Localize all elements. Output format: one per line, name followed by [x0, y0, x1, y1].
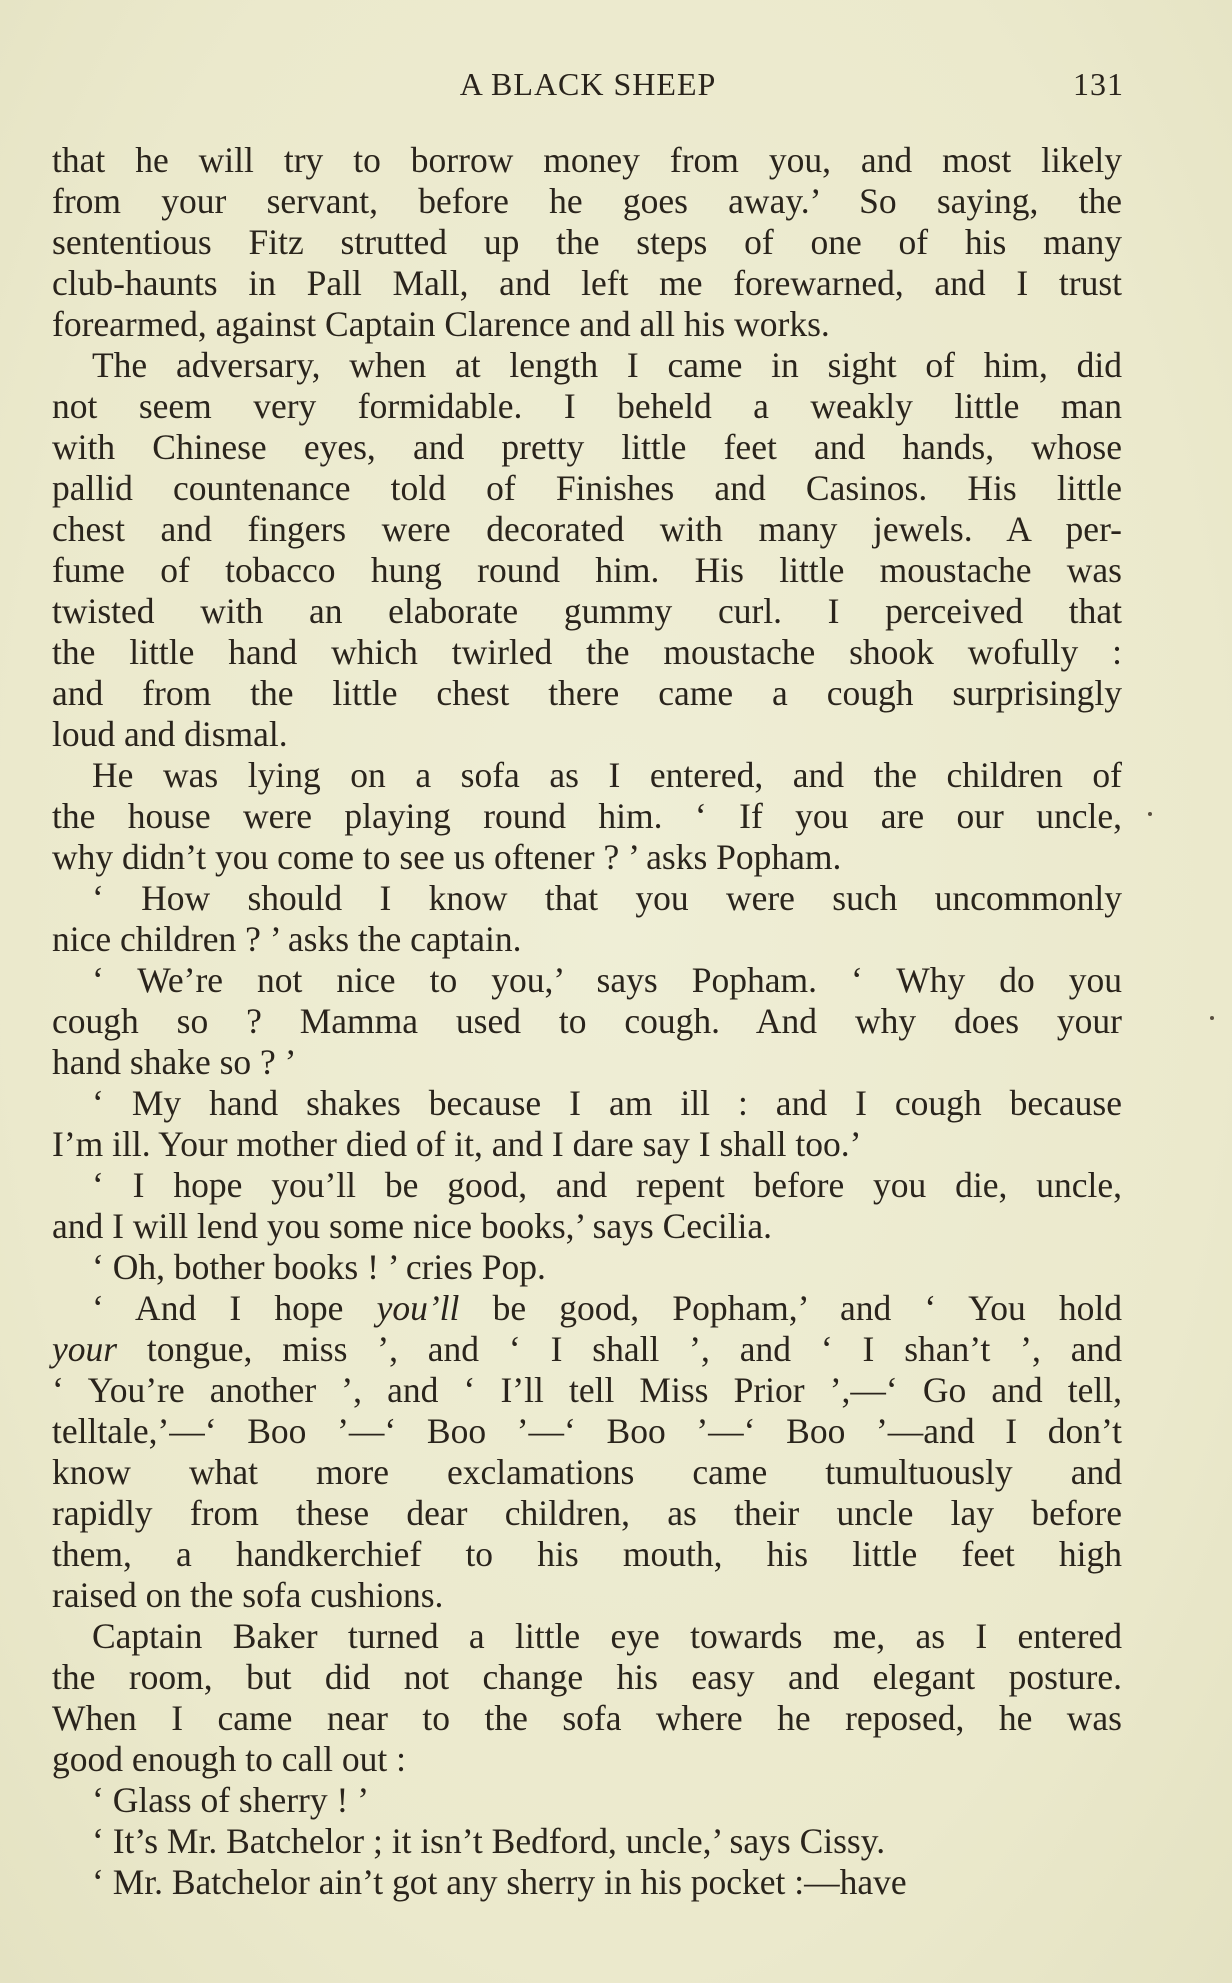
body-text: [52, 140, 1122, 1903]
text-line: not seem very formidable. I beheld a weakly little man: [52, 386, 1122, 426]
text-line: nice children ? ’ asks the captain.: [52, 919, 522, 959]
text-line: fume of tobacco hung round him. His little moustache was: [52, 550, 1122, 590]
text-line: rapidly from these dear children, as their uncle lay before: [52, 1493, 1122, 1533]
text-line: with Chinese eyes, and pretty little feet and hands, whose: [52, 427, 1122, 467]
text-line: the little hand which twirled the moustache shook wofully :: [52, 632, 1122, 672]
text-line: the house were playing round him. ‘ If you are our uncle,: [52, 796, 1122, 836]
text-line: them, a handkerchief to his mouth, his little feet high: [52, 1534, 1122, 1574]
text-line: twisted with an elaborate gummy curl. I perceived that: [52, 591, 1122, 631]
text-line: chest and fingers were decorated with many jewels. A per-: [52, 509, 1122, 549]
text-line: raised on the sofa cushions.: [52, 1575, 444, 1615]
text-line: loud and dismal.: [52, 714, 288, 754]
text-fragment: ‘ And I hope: [92, 1288, 377, 1328]
text-line: ‘ We’re not nice to you,’ says Popham. ‘ Why do you: [92, 960, 1122, 1000]
text-fragment: tongue, miss ’, and ‘ I shall ’, and ‘ I shan’t ’, and: [117, 1329, 1122, 1369]
text-line: telltale,’—‘ Boo ’—‘ Boo ’—‘ Boo ’—‘ Boo ’—and I don’t: [52, 1411, 1122, 1451]
text-line: hand shake so ? ’: [52, 1042, 297, 1082]
text-line: ‘ It’s Mr. Batchelor ; it isn’t Bedford, uncle,’ says Cissy.: [92, 1821, 886, 1861]
text-line: cough so ? Mamma used to cough. And why does your: [52, 1001, 1122, 1041]
text-line-with-italic: [52, 1288, 1122, 1329]
text-line: and I will lend you some nice books,’ says Cecilia.: [52, 1206, 773, 1246]
text-line: why didn’t you come to see us oftener ? ’ asks Popham.: [52, 837, 842, 877]
text-line: ‘ Oh, bother books ! ’ cries Pop.: [92, 1247, 546, 1287]
running-title: A BLACK SHEEP: [459, 66, 717, 102]
text-line: and from the little chest there came a cough surprisingly: [52, 673, 1122, 713]
text-line: ‘ My hand shakes because I am ill : and I cough because: [92, 1083, 1122, 1123]
text-line-with-italic: [52, 1329, 1122, 1370]
text-line: He was lying on a sofa as I entered, and the children of: [92, 755, 1122, 795]
text-line: club-haunts in Pall Mall, and left me forewarned, and I trust: [52, 263, 1122, 303]
text-line: sententious Fitz strutted up the steps of one of his many: [52, 222, 1122, 262]
text-line: I’m ill. Your mother died of it, and I dare say I shall too.’: [52, 1124, 862, 1164]
text-line: know what more exclamations came tumultuously and: [52, 1452, 1122, 1492]
text-line: Captain Baker turned a little eye towards me, as I entered: [92, 1616, 1122, 1656]
text-line: When I came near to the sofa where he reposed, he was: [52, 1698, 1122, 1738]
ink-speck: [1148, 812, 1152, 816]
text-fragment: be good, Popham,’ and ‘ You hold: [459, 1288, 1122, 1328]
text-line: ‘ How should I know that you were such uncommonly: [92, 878, 1122, 918]
text-line: forearmed, against Captain Clarence and all his works.: [52, 304, 830, 344]
text-line: ‘ I hope you’ll be good, and repent before you die, uncle,: [92, 1165, 1122, 1205]
text-line: that he will try to borrow money from you, and most likely: [52, 140, 1122, 180]
text-line: The adversary, when at length I came in sight of him, did: [92, 345, 1122, 385]
text-line: from your servant, before he goes away.’ So saying, the: [52, 181, 1122, 221]
ink-speck: [1210, 1016, 1214, 1020]
text-line: good enough to call out :: [52, 1739, 406, 1779]
italic-word: your: [52, 1329, 118, 1369]
page-number: 131: [1073, 66, 1124, 102]
text-line: ‘ You’re another ’, and ‘ I’ll tell Miss Prior ’,—‘ Go and tell,: [52, 1370, 1122, 1410]
italic-word: you’ll: [376, 1288, 460, 1328]
text-line: pallid countenance told of Finishes and Casinos. His little: [52, 468, 1122, 508]
text-line: ‘ Glass of sherry ! ’: [92, 1780, 370, 1820]
running-head: [52, 62, 1124, 106]
text-line: the room, but did not change his easy and elegant posture.: [52, 1657, 1122, 1697]
text-line: ‘ Mr. Batchelor ain’t got any sherry in his pocket :—have: [92, 1862, 907, 1902]
